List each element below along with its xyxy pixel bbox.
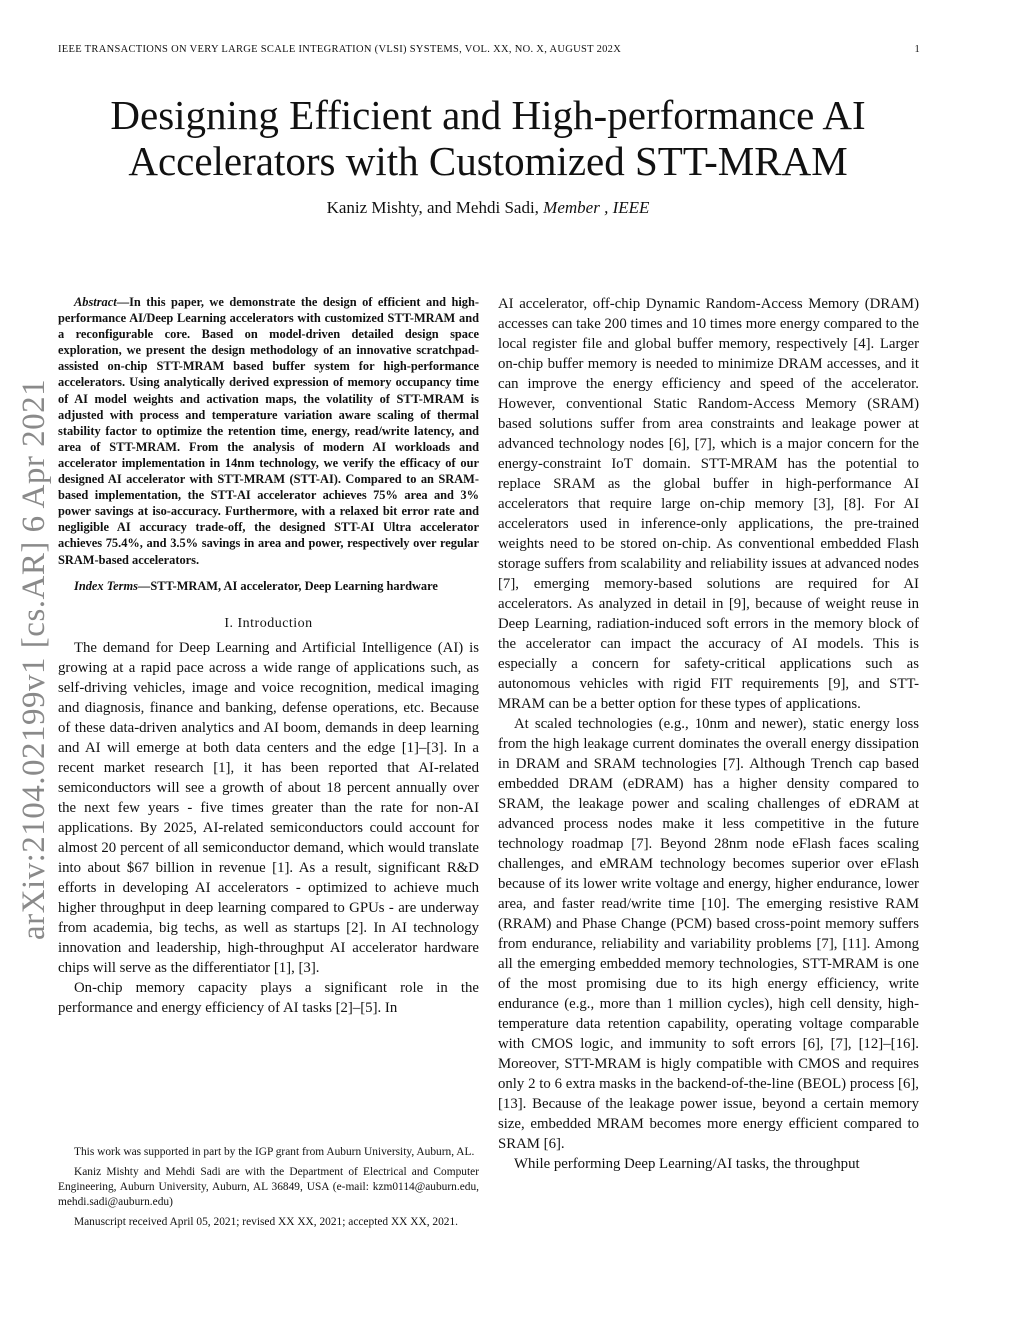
- left-column: [58, 294, 479, 1018]
- abstract: [58, 294, 479, 568]
- running-header: [58, 44, 920, 55]
- footnote: Kaniz Mishty and Mehdi Sadi are with the Department of Electrical and Computer Engineering, Auburn University, Auburn, AL 36849, USA (e-mail: kzm0114@auburn.edu, mehdi.sadi@auburn.edu): [58, 1166, 479, 1208]
- paragraph: While performing Deep Learning/AI tasks, the throughput: [514, 1156, 860, 1172]
- paragraph: AI accelerator, off-chip Dynamic Random-Access Memory (DRAM) accesses can take 200 times and 10 times more energy compared to the local register file and global buffer memory, respectively [4]. Larger on-chip buffer memory is needed to minimize DRAM accesses, and it can improve the energy efficiency and speed of the accelerator. However, conventional Static Random-Access Memory (SRAM) based solutions suffer from area constraints and leakage power at advanced technology nodes [6], [7], which is a major concern for the energy-constraint IoT domain. STT-MRAM has the potential to replace SRAM as the global buffer in high-performance AI accelerators that require large on-chip memory [3], [8]. For AI accelerators used in inference-only applications, the pre-trained weights need to be stored on-chip. As conventional embedded Flash storage suffers from scalability and reliability issues at advanced nodes [7], emerging memory-based solutions are required for AI accelerators. As analyzed in detail in [9], because of weight reuse in Deep Learning, radiation-induced soft errors in the memory block of the accelerator can impact the accuracy of AI models. This is especially a concern for safety-critical applications such as autonomous vehicles with rigid FIT requirements [9], and STT-MRAM can be a better option for these types of applications.: [498, 296, 919, 712]
- arxiv-watermark: arXiv:2104.02199v1 [cs.AR] 6 Apr 2021: [16, 378, 52, 940]
- author-names: Kaniz Mishty, and Mehdi Sadi,: [326, 198, 539, 217]
- author-line: [60, 198, 916, 218]
- abstract-label: Abstract: [74, 295, 117, 309]
- index-terms-text: —STT-MRAM, AI accelerator, Deep Learning hardware: [137, 578, 438, 593]
- footnotes: [58, 1145, 479, 1235]
- index-terms: [58, 578, 479, 594]
- paragraph: On-chip memory capacity plays a significant role in the performance and energy efficiency of AI tasks [2]–[5]. In: [58, 979, 479, 1016]
- index-terms-label: Index Terms: [74, 578, 138, 593]
- title-line-1: Designing Efficient and High-performance AI: [110, 92, 866, 138]
- abstract-text: —In this paper, we demonstrate the design of efficient and high-performance AI/Deep Learning accelerators with customized STT-MRAM and a reconfigurable core. Based on model-driven detailed design space exploration, we present the design methodology of an innovative scratchpad-assisted on-chip STT-MRAM based buffer system for high-performance accelerators. Using analytically derived expression of memory occupancy time of AI model weights and activation maps, the volatility of STT-MRAM is adjusted with process and temperature variation aware scaling of thermal stability factor to optimize the retention time, energy, read/write latency, and area of STT-MRAM. From the analysis of modern AI workloads and accelerator implementation in 14nm technology, we verify the efficacy of our designed AI accelerator with STT-MRAM (STT-AI). Compared to an SRAM-based implementation, the STT-AI accelerator achieves 75% area and 3% power savings at iso-accuracy. Furthermore, with a relaxed bit error rate and negligible AI accuracy trade-off, the designed STT-AI Ultra accelerator achieves 75.4%, and 3.5% savings in area and power, respectively over regular SRAM-based accelerators.: [58, 295, 479, 567]
- footnote: This work was supported in part by the IGP grant from Auburn University, Auburn, AL.: [74, 1146, 475, 1158]
- footnote: Manuscript received April 05, 2021; revised XX XX, 2021; accepted XX XX, 2021.: [74, 1216, 459, 1228]
- right-column: [498, 294, 919, 1174]
- running-head-text: IEEE TRANSACTIONS ON VERY LARGE SCALE INTEGRATION (VLSI) SYSTEMS, VOL. XX, NO. X, AUGUST 202X: [58, 44, 622, 55]
- author-membership: Member , IEEE: [543, 198, 650, 217]
- section-heading-introduction: I. Introduction: [224, 615, 313, 631]
- paper-title: [60, 92, 916, 184]
- page-number: 1: [914, 44, 920, 55]
- paragraph: At scaled technologies (e.g., 10nm and newer), static energy loss from the high leakage current dominates the overall energy dissipation in DRAM and SRAM technologies [7]. Although Trench cap based embedded DRAM (eDRAM) has a higher density compared to SRAM, the leakage power and scaling challenges of eDRAM at advanced process nodes make it less competitive in the future technology roadmap [7]. Beyond 28nm node eFlash faces scaling challenges, and eMRAM technology becomes superior over eFlash because of its lower write voltage and energy, higher endurance, lower area, and faster read/write time [10]. The emerging resistive RAM (RRAM) and Phase Change (PCM) based cross-point memory suffers from endurance, reliability and variability problems [7], [11]. Among all the emerging embedded memory technologies, STT-MRAM is one of the most promising due to its high energy efficiency, write endurance (e.g., more than 1 million cycles), high cell density, high-temperature data retention capability, operating voltage comparable with CMOS logic, and immunity to soft errors [6], [7], [12]–[16]. Moreover, STT-MRAM is higly compatible with CMOS and requires only 2 to 6 extra masks in the backend-of-the-line (BEOL) process [6], [13]. Because of the leakage power issue, beyond a certain memory size, embedded MRAM becomes more energy efficient compared to SRAM [6].: [498, 716, 919, 1152]
- title-line-2: Accelerators with Customized STT-MRAM: [128, 138, 848, 184]
- paragraph: The demand for Deep Learning and Artificial Intelligence (AI) is growing at a rapid pace across a wide range of applications such, as self-driving vehicles, image and voice recognition, medical imaging and diagnosis, finance and banking, defense operations, etc. Because of these data-driven analytics and AI boom, demands in deep learning and AI will emerge at both data centers and the edge [1]–[3]. In a recent market research [1], it has been reported that AI-related semiconductors will see a growth of about 18 percent annually over the next few years - five times greater than the rate for non-AI applications. By 2025, AI-related semiconductors could account for almost 20 percent of all semiconductor demand, which would translate into about $67 billion in revenue [1]. As a result, significant R&D efforts in developing AI accelerators - optimized to achieve much higher throughput in deep learning compared to GPUs - are underway from academia, big techs, as well as startups [2]. In AI technology innovation and leadership, high-throughput AI accelerator hardware chips will serve as the differentiator [1], [3].: [58, 639, 479, 976]
